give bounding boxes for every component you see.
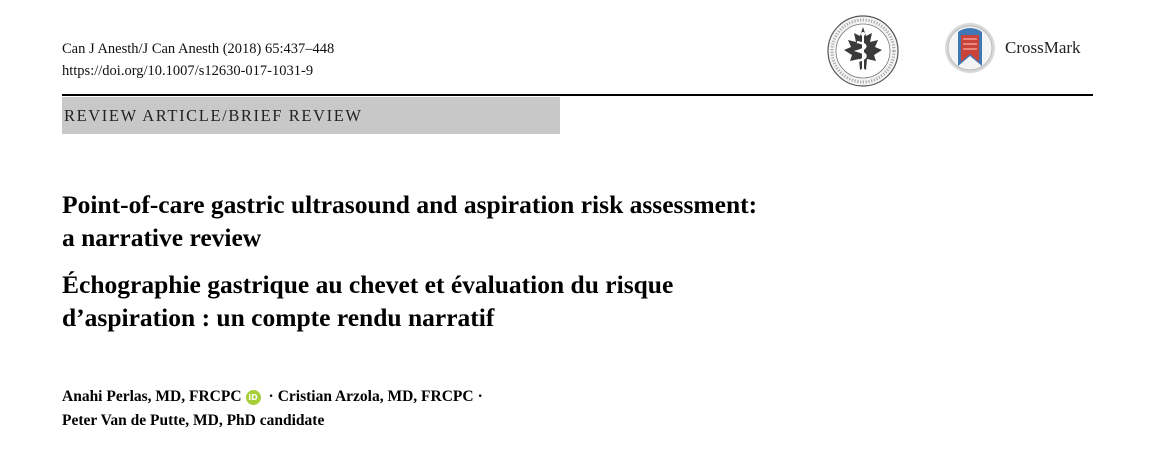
header-divider (62, 94, 1093, 96)
orcid-icon[interactable]: iD (246, 390, 261, 405)
title-french-line-2: d’aspiration : un compte rendu narratif (62, 303, 495, 332)
author-separator: · (268, 388, 274, 405)
journal-citation: Can J Anesth/J Can Anesth (2018) 65:437–448 (62, 41, 335, 57)
title-english-line-2: a narrative review (62, 223, 262, 252)
crossmark-badge[interactable] (944, 22, 1081, 74)
author-line-2 (62, 409, 487, 433)
section-label: REVIEW ARTICLE/BRIEF REVIEW (64, 105, 363, 125)
journal-header (62, 38, 334, 82)
author-perlas[interactable]: Anahi Perlas, MD, FRCPC (62, 388, 242, 405)
author-arzola[interactable]: Cristian Arzola, MD, FRCPC (277, 388, 474, 405)
author-van-de-putte[interactable]: Peter Van de Putte, MD, PhD candidate (62, 412, 325, 429)
author-line-1 (62, 385, 487, 409)
maple-leaf-caduceus-seal-icon (826, 14, 900, 88)
doi-link[interactable]: https://doi.org/10.1007/s12630-017-1031-9 (62, 63, 314, 79)
crossmark-icon (944, 22, 996, 74)
title-french-line-1: Échographie gastrique au chevet et évaluation du risque (62, 270, 674, 299)
title-french (62, 268, 1082, 334)
title-english (62, 188, 1082, 254)
title-block (62, 188, 1082, 334)
title-english-line-1: Point-of-care gastric ultrasound and aspiration risk assessment: (62, 190, 758, 219)
author-separator: · (477, 388, 483, 405)
crossmark-label: CrossMark (1005, 38, 1081, 57)
section-banner (62, 97, 560, 134)
author-list (62, 385, 487, 433)
